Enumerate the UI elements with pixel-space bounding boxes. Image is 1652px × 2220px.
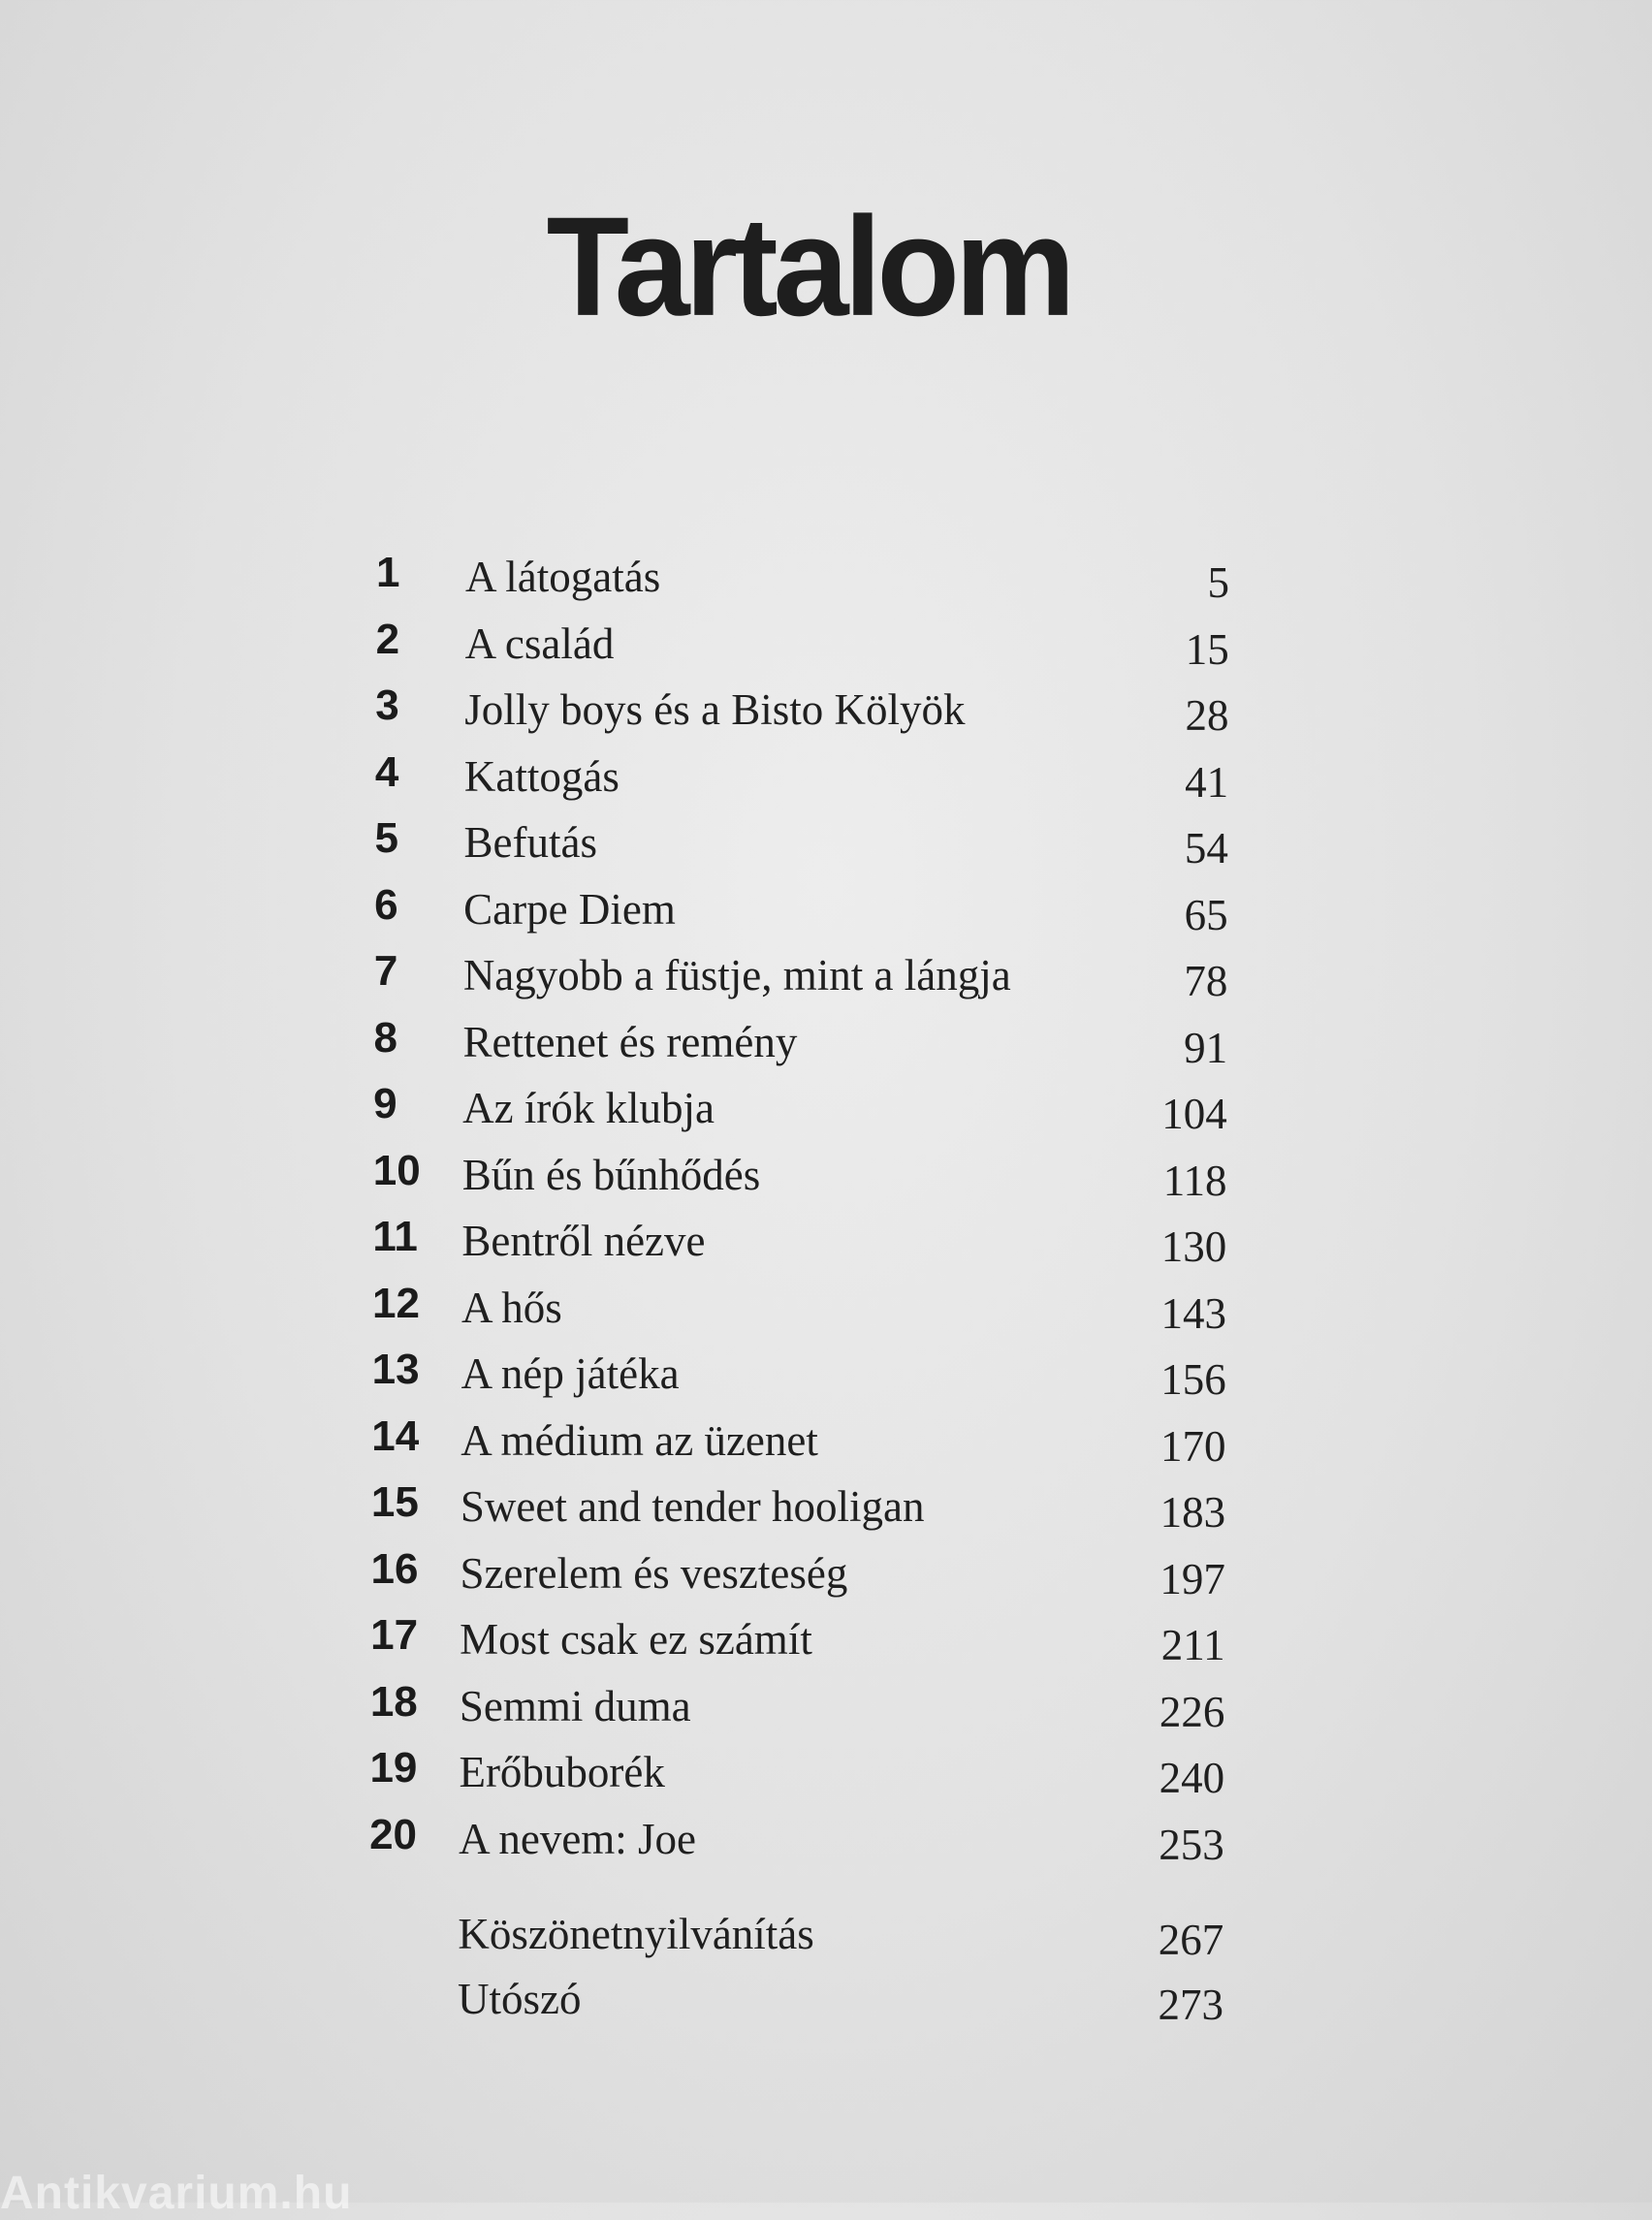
page-number: 267	[1158, 1915, 1224, 1964]
page-number: 28	[1185, 691, 1229, 740]
chapter-title: A médium az üzenet	[461, 1415, 818, 1465]
chapter-title: Sweet and tender hooligan	[460, 1482, 925, 1531]
page-title: Tartalom	[546, 186, 1071, 346]
page-number: 240	[1159, 1754, 1225, 1802]
chapter-number: 18	[369, 1677, 418, 1726]
chapter-title: Rettenet és remény	[462, 1017, 798, 1066]
toc-entry	[374, 946, 1228, 1004]
toc-entry	[371, 1544, 1225, 1602]
chapter-title: Carpe Diem	[463, 884, 676, 934]
page-number: 197	[1160, 1554, 1225, 1603]
page-number: 15	[1185, 624, 1229, 674]
page-number: 104	[1161, 1090, 1227, 1138]
chapter-number: 15	[370, 1478, 419, 1526]
toc-entry	[369, 1743, 1224, 1801]
chapter-number: 19	[369, 1744, 418, 1792]
chapter-number: 16	[370, 1544, 419, 1593]
chapter-title: Most csak ez számít	[460, 1615, 812, 1664]
chapter-title: Jolly boys és a Bisto Kölyök	[464, 685, 966, 734]
page-number: 54	[1184, 824, 1228, 872]
chapter-number: 11	[372, 1213, 418, 1260]
toc-entry	[373, 1013, 1227, 1071]
chapter-title: A látogatás	[465, 553, 661, 601]
chapter-number: 20	[369, 1810, 418, 1858]
toc-entry	[371, 1477, 1225, 1536]
chapter-number: 7	[373, 947, 398, 995]
page-number: 143	[1160, 1288, 1226, 1338]
page-number: 170	[1160, 1421, 1226, 1471]
page-number: 226	[1159, 1687, 1225, 1736]
chapter-title: A hős	[461, 1283, 562, 1332]
chapter-title: Szerelem és veszteség	[460, 1548, 848, 1598]
page-number: 253	[1159, 1820, 1224, 1869]
page-number: 91	[1184, 1023, 1228, 1072]
chapter-title: Erőbuborék	[459, 1748, 665, 1796]
chapter-title: Befutás	[463, 818, 597, 867]
page-number: 118	[1162, 1156, 1227, 1205]
chapter-title: Kattogás	[463, 751, 620, 801]
chapter-title: Bűn és bűnhődés	[461, 1150, 761, 1199]
page-number: 78	[1184, 957, 1228, 1005]
chapter-number: 14	[371, 1411, 420, 1460]
chapter-number: 12	[372, 1279, 420, 1327]
chapter-number: 17	[370, 1611, 419, 1659]
toc-back-matter-entry	[368, 1970, 1223, 2028]
chapter-number: 6	[374, 880, 398, 929]
section-title: Köszönetnyilvánítás	[458, 1909, 814, 1958]
chapter-number: 9	[373, 1080, 397, 1127]
section-title: Utószó	[458, 1974, 582, 2023]
toc-entry	[370, 1677, 1225, 1735]
toc-entry	[375, 813, 1228, 872]
toc-entry	[376, 615, 1229, 673]
page-number: 211	[1160, 1621, 1225, 1669]
toc-entry	[375, 747, 1228, 806]
page-number: 183	[1160, 1488, 1226, 1537]
chapter-title: A nevem: Joe	[459, 1814, 697, 1863]
toc-back-matter-entry	[368, 1905, 1223, 1963]
chapter-number: 5	[374, 814, 399, 862]
toc-entry	[375, 681, 1228, 739]
watermark-text: Antikvarium.hu	[0, 2168, 353, 2219]
toc-entry	[376, 548, 1229, 606]
chapter-title: Bentről nézve	[461, 1217, 706, 1265]
chapter-number: 2	[375, 615, 400, 663]
chapter-title: A nép játéka	[461, 1349, 680, 1398]
chapter-number: 1	[376, 549, 400, 596]
chapter-title: Nagyobb a füstje, mint a lángja	[462, 951, 1011, 999]
page-number: 273	[1158, 1980, 1223, 2029]
page-number: 156	[1160, 1355, 1226, 1404]
toc-entry	[373, 1079, 1227, 1137]
chapter-number: 3	[375, 682, 399, 729]
toc-entry	[372, 1212, 1226, 1270]
toc-entry	[374, 880, 1227, 938]
page-number: 130	[1160, 1222, 1227, 1271]
toc-entry	[373, 1146, 1227, 1204]
toc-entry	[372, 1279, 1226, 1337]
toc-entry	[370, 1610, 1224, 1668]
chapter-number: 13	[371, 1346, 420, 1393]
chapter-title: A család	[464, 618, 615, 668]
chapter-title: Az írók klubja	[462, 1084, 715, 1132]
chapter-number: 10	[372, 1146, 421, 1194]
toc-entry	[372, 1345, 1226, 1403]
chapter-number: 4	[374, 747, 399, 796]
toc-entry	[369, 1810, 1224, 1868]
chapter-number: 8	[373, 1013, 397, 1062]
page-number: 5	[1207, 558, 1229, 607]
toc-entry	[371, 1411, 1225, 1470]
page-number: 41	[1185, 757, 1229, 807]
page-number: 65	[1184, 890, 1228, 939]
chapter-title: Semmi duma	[459, 1681, 691, 1730]
